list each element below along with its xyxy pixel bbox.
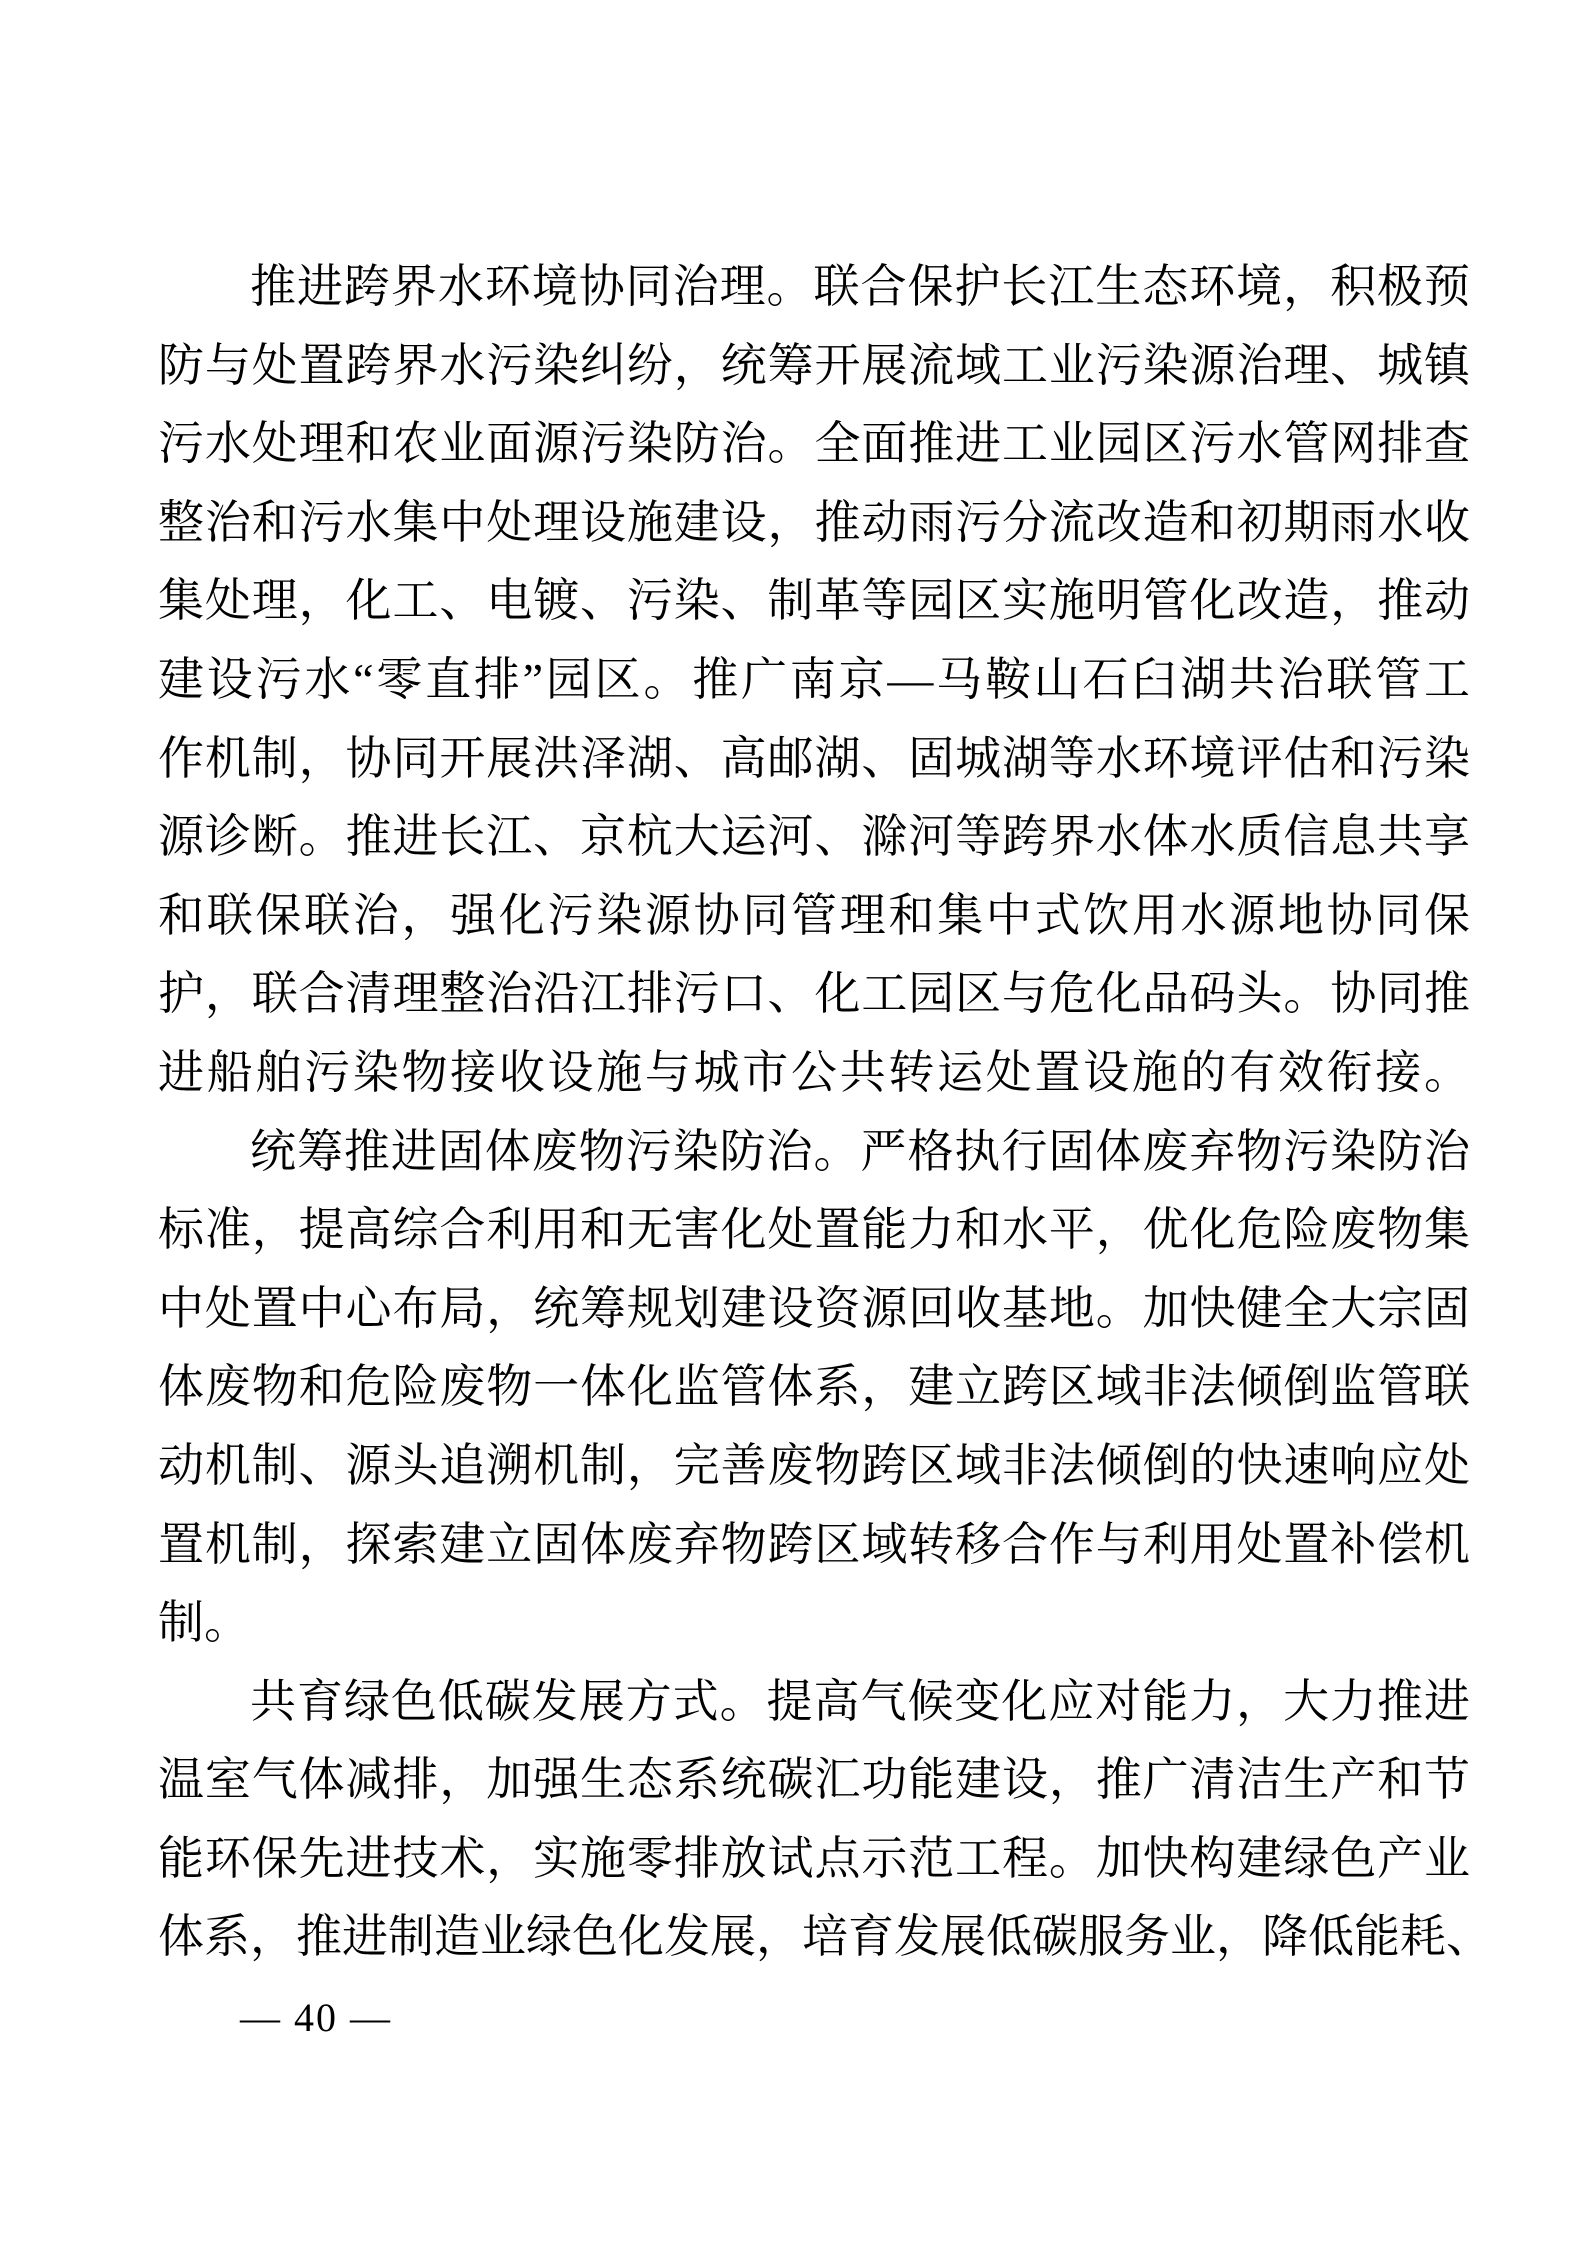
- body-text-line: 防与处置跨界水污染纠纷，统筹开展流域工业污染源治理、城镇: [158, 339, 1470, 391]
- body-text: [158, 248, 1492, 1977]
- body-text-line: 置机制，探索建立固体废弃物跨区域转移合作与利用处置补偿机: [158, 1518, 1470, 1570]
- body-text-line: 和联保联治，强化污染源协同管理和集中式饮用水源地协同保: [158, 889, 1470, 941]
- body-text-line: 标准，提高综合利用和无害化处置能力和水平，优化危险废物集: [158, 1204, 1470, 1256]
- body-text-line: 推进跨界水环境协同治理。联合保护长江生态环境，积极预: [250, 261, 1470, 312]
- body-text-line: 动机制、源头追溯机制，完善废物跨区域非法倾倒的快速响应处: [158, 1439, 1470, 1491]
- body-text-line: 共育绿色低碳发展方式。提高气候变化应对能力，大力推进: [250, 1675, 1470, 1727]
- body-text-line: 集处理，化工、电镀、污染、制革等园区实施明管化改造，推动: [158, 575, 1470, 627]
- body-text-line: 建设污水“零直排”园区。推广南京—马鞍山石臼湖共治联管工: [158, 653, 1470, 705]
- body-text-line: 作机制，协同开展洪泽湖、高邮湖、固城湖等水环境评估和污染: [158, 732, 1470, 784]
- body-text-line: 能环保先进技术，实施零排放试点示范工程。加快构建绿色产业: [158, 1832, 1470, 1884]
- body-text-line: 护，联合清理整治沿江排污口、化工园区与危化品码头。协同推: [158, 968, 1470, 1020]
- body-text-line: 制。: [158, 1597, 250, 1649]
- body-text-line: 体废物和危险废物一体化监管体系，建立跨区域非法倾倒监管联: [158, 1361, 1470, 1413]
- body-text-line: 中处置中心布局，统筹规划建设资源回收基地。加快健全大宗固: [158, 1282, 1470, 1334]
- body-text-line: 整治和污水集中处理设施建设，推动雨污分流改造和初期雨水收: [158, 496, 1470, 548]
- body-text-line: 污水处理和农业面源污染防治。全面推进工业园区污水管网排查: [158, 418, 1470, 470]
- page-number: — 40 —: [240, 1995, 392, 2040]
- body-text-line: 统筹推进固体废物污染防治。严格执行固体废弃物污染防治: [250, 1125, 1470, 1177]
- body-text-line: 源诊断。推进长江、京杭大运河、滁河等跨界水体水质信息共享: [158, 811, 1470, 863]
- body-text-line: 温室气体减排，加强生态系统碳汇功能建设，推广清洁生产和节: [158, 1754, 1470, 1806]
- body-text-line: 体系，推进制造业绿色化发展，培育发展低碳服务业，降低能耗、: [158, 1911, 1492, 1963]
- body-text-line: 进船舶污染物接收设施与城市公共转运处置设施的有效衔接。: [158, 1046, 1470, 1098]
